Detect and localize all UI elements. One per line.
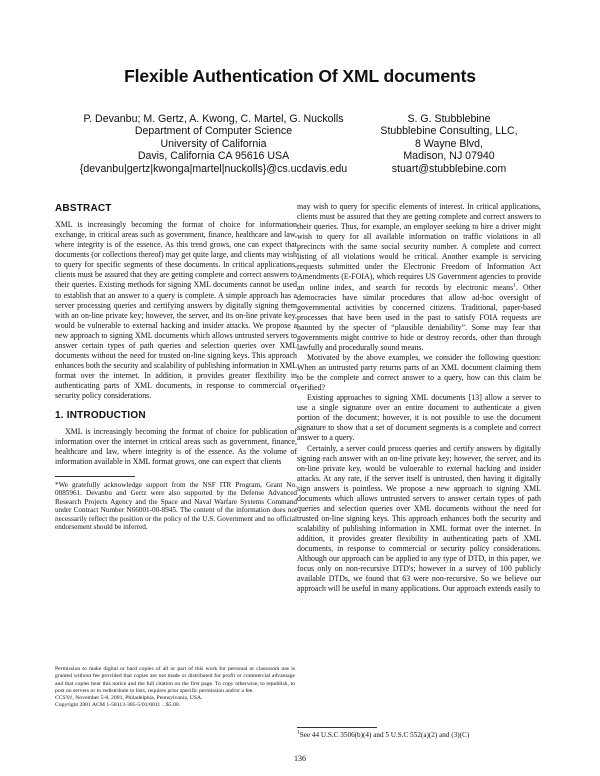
footnote-1 xyxy=(297,731,541,740)
permission-notice xyxy=(55,666,295,710)
author-email: stuart@stubblebine.com xyxy=(391,162,507,175)
paragraph-1-continued: . Other democracies have similar procedures that allow ad-hoc oversight of governmental activities by concerned citizens. Traditional, paper-based processes that have been used in the past to satisfy FOIA requests are haunted by the specter of “plausible deniability”. Some may fear that governments might contrive to hide or destroy records, other than through lawfully and procedurally sound means. xyxy=(297,282,541,352)
introduction-text: XML is increasingly becoming the format of choice for publication of information over the internet in critical areas such as government, finance, healthcare and law, where integrity is of the essence. As the volume of information available in XML format grows, one can expect that clients xyxy=(55,427,297,467)
left-column xyxy=(55,202,297,532)
author-emails: {devanbu|gertz|kwonga|martel|nuckolls}@cs.ucdavis.edu xyxy=(79,162,348,175)
paper-title: Flexible Authentication Of XML documents xyxy=(124,66,476,86)
right-paragraph-4: Certainly, a server could process queries and certify answers by digitally signing each answer with an on-line private key; however, the server, and its on-line private key, would be vulnerable to external hacking and insider attacks. At any rate, if the server itself is untrusted, then having it digitally sign answers is pointless. We propose a new approach to signing XML documents which allows untrusted servers to answer certain types of path queries and selection queries over XML documents without the need for trusted on-line signing keys. This approach enhances both the security and scalability of publishing information in XML format over the internet. In addition, it provides greater flexibility in authenticating parts of XML documents, in response to commercial or security policy considerations. Although our approach can be applied to any type of DTD, in this paper, we focus only on non-recursive DTD's; however in a survey of 100 publicly available DTDs, we found that 63 were non-recursive. So we believe our approach will be useful in many applications. Our approach extends easily to xyxy=(297,443,541,594)
funding-footnote: *We gratefully acknowledge support from the NSF ITR Program, Grant No. 0085961. Devanbu and Gertz were also supported by the Defense Advanced Research Projects Agency and the Space and Naval Warfare Systems Command under Contract Number N66001-00-8945. The content of the information does not necessarily reflect the position or the policy of the U.S. Government and no official endorsement should be inferred. xyxy=(55,480,297,532)
introduction-heading: 1. INTRODUCTION xyxy=(55,410,146,422)
page-number: 136 xyxy=(294,754,306,763)
abstract-heading: ABSTRACT xyxy=(55,203,112,214)
author-block-stubblebine xyxy=(376,113,522,175)
author-city: Davis, California CA 95616 USA xyxy=(137,150,290,163)
right-footnote-block xyxy=(297,727,541,740)
author-organization: Stubblebine Consulting, LLC, xyxy=(380,125,518,138)
footnote-1-mark: 1 xyxy=(297,729,300,736)
copyright-line: Copyright 2001 ACM 1-58113-385-5/01/0011 ...$5.00. xyxy=(55,702,181,709)
conference-details: November 5-8, 2001, Philadelphia, Pennsylvania, USA. xyxy=(75,695,203,702)
author-name: S. G. Stubblebine xyxy=(407,113,491,125)
right-column xyxy=(297,202,541,594)
footnote-divider xyxy=(55,476,135,477)
footnote-divider xyxy=(297,727,377,728)
footnote-1-text: See 44 U.S.C 3506(b)(4) and 5 U.S.C 552(a)(2) and (3)(C) xyxy=(299,731,470,739)
footnote-marker: 1 xyxy=(513,281,516,288)
author-university: University of California xyxy=(160,137,267,150)
permission-text: Permission to make digital or hard copies of all or part of this work for personal or classroom use is granted without fee provided that copies are not made or distributed for profit or commercial advantage and that copies bear this notice and the full citation on the first page. To copy otherwise, to republish, to post on servers or to redistribute to lists, requires prior specific permission and/or a fee. xyxy=(55,666,295,694)
conference-name: CCS'01, xyxy=(55,695,74,702)
author-department: Department of Computer Science xyxy=(134,125,293,138)
right-paragraph-3: Existing approaches to signing XML documents [13] allow a server to use a single signature over an entire document to authenticate a given portion of the document; however, it is not possible to use the document signature to show that a set of document segments is a complete and correct answer to a query. xyxy=(297,393,541,443)
abstract-text: XML is increasingly becoming the format of choice for information exchange, in critical areas such as government, finance, healthcare and law, where integrity is of the essence. As this trend grows, one can expect that documents (or collections thereof) may get quite large, and clients may wish to query for specific segments of these documents. In critical applications, clients must be assured that they are getting complete and correct answers to their queries. Existing methods for signing XML documents cannot be used to establish that an answer to a query is complete. A simple approach has a server processing queries and certifying answers by digitally signing them with an on-line private key; however, the server, and its on-line private key, would be vulnerable to external hacking and insider attacks. We propose a new approach to signing XML documents which allows untrusted servers to answer certain types of path queries and selection queries over XML documents without the need for trusted on-line signing keys. This approach enhances both the security and scalability of publishing information in XML format over the internet. In addition, it provides greater flexibility in authenticating parts of XML documents, in response to commercial or security policy considerations. xyxy=(55,220,297,401)
paragraph-1-text: may wish to query for specific elements of interest. In critical applications, clients must be assured that they are getting complete and correct answers to their queries. Thus, for example, an employer seeking to hire a driver might wish to query for all available information on traffic violations in all precincts with the same social security number. A complete and correct listing of all violations would be critical. Another example is servicing requests submitted under the Electronic Freedom of Information Act Amendments (E-FOIA), which requires US Government agencies to provide an online index, and search for records by electronic means xyxy=(297,202,541,292)
right-paragraph-1 xyxy=(297,202,541,353)
author-names: P. Devanbu; M. Gertz, A. Kwong, C. Martel, G. Nuckolls xyxy=(83,113,344,125)
right-paragraph-2: Motivated by the above examples, we consider the following question: When an untrusted party returns parts of an XML document claiming them to be the complete and correct answer to a query, how can this claim be verified? xyxy=(297,352,541,393)
author-city: Madison, NJ 07940 xyxy=(403,150,495,163)
author-street: 8 Wayne Blvd, xyxy=(415,137,483,150)
author-block-ucdavis xyxy=(62,113,365,175)
